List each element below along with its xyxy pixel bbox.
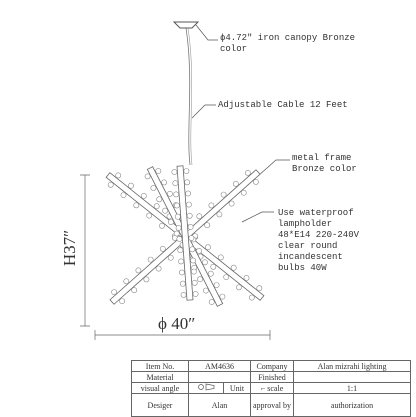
bulb — [257, 286, 262, 291]
frame-note-line-1: metal frame — [292, 153, 352, 163]
bulb — [202, 260, 207, 265]
designer-label: Desiger — [132, 394, 189, 417]
bulb — [177, 236, 182, 241]
leader-lampholder — [242, 212, 274, 222]
bulb — [191, 269, 196, 274]
bulb — [132, 288, 137, 293]
scale-tick-icon: ⌐ — [260, 383, 266, 393]
bulb — [144, 277, 149, 282]
bulb — [156, 266, 161, 271]
lampholder-note-line-1: Use waterproof — [278, 208, 354, 218]
bulb — [160, 246, 165, 251]
bulb — [180, 281, 185, 286]
bulb — [108, 182, 113, 187]
title-block-row — [132, 383, 411, 394]
authorization-label: authorization — [294, 394, 411, 417]
bulb — [120, 299, 125, 304]
bulb — [168, 255, 173, 260]
scale-cell — [251, 383, 294, 394]
bulb — [174, 192, 179, 197]
title-block-row — [132, 394, 411, 417]
bulb — [205, 245, 210, 250]
bulb — [208, 271, 213, 276]
bulb — [220, 294, 225, 299]
bulb — [159, 223, 164, 228]
lampholder-note-line-5: incandescent — [278, 252, 343, 262]
bulb — [209, 299, 214, 304]
bulb — [214, 283, 219, 288]
material-label: Material — [132, 372, 189, 383]
bulb — [203, 288, 208, 293]
finished-label: Finished — [251, 372, 294, 383]
cable-note: Adjustable Cable 12 Feet — [218, 100, 348, 110]
item-no-label: Item No. — [132, 361, 189, 372]
bulb — [156, 168, 161, 173]
bulb — [112, 290, 117, 295]
bulb — [191, 258, 196, 263]
leader-canopy — [196, 25, 218, 40]
title-block-row — [132, 372, 411, 383]
bulb — [233, 181, 238, 186]
lampholder-note-line-2: lampholder — [278, 219, 333, 229]
bulb — [187, 213, 192, 218]
bulb — [168, 220, 173, 225]
bulb — [190, 247, 195, 252]
bulb — [186, 202, 191, 207]
bulb — [148, 257, 153, 262]
bulb — [186, 191, 191, 196]
bulb — [197, 248, 202, 253]
bulb — [245, 170, 250, 175]
bulb — [241, 190, 246, 195]
bulb — [185, 180, 190, 185]
frame-note — [292, 153, 357, 175]
bulb — [173, 181, 178, 186]
bulb — [189, 236, 194, 241]
bulb — [249, 295, 254, 300]
bulb — [174, 203, 179, 208]
height-dimension — [58, 228, 82, 268]
bulb — [197, 214, 202, 219]
bulb — [236, 285, 241, 290]
approval-label: approval by — [251, 394, 294, 417]
bulb — [154, 204, 159, 209]
bulb — [174, 231, 179, 236]
lampholder-note-line-4: clear round — [278, 241, 338, 251]
bulb — [224, 275, 229, 280]
bulb — [179, 259, 184, 264]
bulb — [193, 291, 198, 296]
canopy — [174, 22, 198, 28]
bulb — [163, 208, 168, 213]
diameter-dimension: ϕ 40″ — [158, 314, 196, 333]
bulb — [136, 268, 141, 273]
visual-angle-symbol — [189, 383, 224, 394]
bulb — [157, 197, 162, 202]
canopy-note-line-2: color — [220, 44, 248, 54]
bulb — [205, 223, 210, 228]
bulb — [134, 203, 139, 208]
bulb — [192, 280, 197, 285]
bulb — [121, 193, 126, 198]
scale-value: 1:1 — [294, 383, 411, 394]
bulb — [253, 179, 258, 184]
bulb — [162, 180, 167, 185]
bulb — [181, 292, 186, 297]
company-label: Company — [251, 361, 294, 372]
bulb — [188, 224, 193, 229]
bulb — [147, 213, 152, 218]
company-value: Alan mizrahi lighting — [294, 361, 411, 372]
bulb — [218, 255, 223, 260]
bulb — [141, 193, 146, 198]
title-block-row — [132, 361, 411, 372]
bulb — [244, 275, 249, 280]
bulb — [221, 192, 226, 197]
bulb — [167, 191, 172, 196]
bulb — [124, 279, 129, 284]
bulb — [209, 203, 214, 208]
bulb — [217, 212, 222, 217]
lampholder-note — [278, 208, 359, 274]
cable — [186, 28, 190, 165]
height-dimension-label: H37″ — [60, 229, 79, 267]
bulb — [178, 248, 183, 253]
canopy-note-line-1: ϕ4.72″ iron canopy Bronze — [220, 33, 356, 43]
title-block — [131, 360, 411, 417]
bulb — [184, 169, 189, 174]
bulb — [151, 185, 156, 190]
projection-symbol-icon — [196, 383, 216, 391]
lamp-frame — [106, 166, 264, 307]
bulb — [175, 214, 180, 219]
bulb — [198, 277, 203, 282]
lampholder-note-line-6: bulbs 40W — [278, 263, 327, 273]
canopy-note — [220, 33, 355, 55]
leader-frame — [258, 160, 290, 176]
bulb — [179, 270, 184, 275]
bulb — [211, 264, 216, 269]
bulb — [145, 174, 150, 179]
designer-value: Alan — [189, 394, 251, 417]
bulb — [128, 183, 133, 188]
scale-label: scale — [267, 383, 284, 393]
bulb — [229, 201, 234, 206]
lampholder-note-line-3: 48*E14 220-240V — [278, 230, 360, 240]
frame-note-line-2: Bronze color — [292, 164, 357, 174]
bulb — [172, 169, 177, 174]
bulb — [176, 225, 181, 230]
bulb — [116, 173, 121, 178]
visual-angle-label: visual angle — [132, 383, 189, 394]
bulb — [231, 265, 236, 270]
item-no-value: AM4636 — [189, 361, 251, 372]
unit-label: Unit — [224, 383, 251, 394]
material-value — [189, 372, 251, 383]
finished-value — [294, 372, 411, 383]
leader-cable — [192, 105, 216, 118]
